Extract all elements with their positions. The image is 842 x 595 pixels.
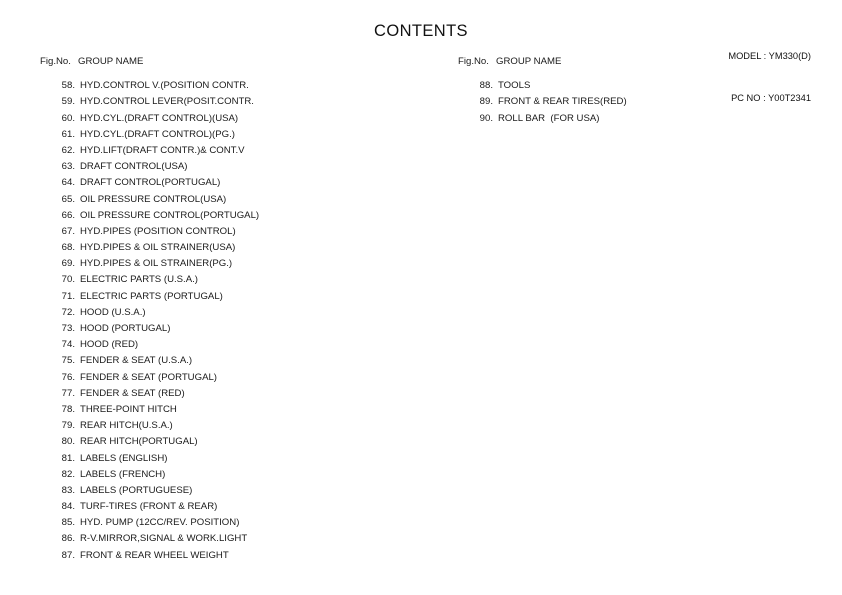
entry-fig-no: 79.	[61, 420, 75, 432]
contents-entry[interactable]	[40, 420, 173, 436]
contents-entry[interactable]	[40, 193, 227, 210]
entry-group-name: FENDER & SEAT (PORTUGAL)	[80, 371, 218, 383]
entry-group-name: FENDER & SEAT (U.S.A.)	[80, 355, 193, 367]
entry-fig-no: 67.	[61, 225, 75, 237]
entry-group-name: FRONT & REAR TIRES(RED)	[498, 96, 627, 108]
entry-fig-no: 89.	[479, 96, 493, 108]
contents-entry[interactable]	[40, 501, 218, 517]
entry-group-name: LABELS (FRENCH)	[80, 468, 166, 480]
column-header-fig-no: Fig.No.	[458, 56, 489, 67]
contents-entry[interactable]	[40, 339, 139, 355]
entry-group-name: OIL PRESSURE CONTROL(PORTUGAL)	[80, 209, 260, 221]
entry-group-name: HYD.CYL.(DRAFT CONTROL)(USA)	[80, 112, 239, 124]
contents-entry[interactable]	[40, 436, 198, 452]
entry-group-name: HYD.PIPES & OIL STRAINER(PG.)	[80, 258, 233, 270]
entry-group-name: LABELS (ENGLISH)	[80, 452, 168, 464]
entry-fig-no: 81.	[61, 452, 75, 464]
entry-group-name: FENDER & SEAT (RED)	[80, 387, 185, 399]
contents-entry[interactable]	[40, 452, 168, 469]
entry-fig-no: 74.	[61, 339, 75, 351]
entry-group-name: R-V.MIRROR,SIGNAL & WORK.LIGHT	[80, 533, 248, 545]
entry-group-name: HYD.LIFT(DRAFT CONTR.)& CONT.V	[80, 144, 245, 156]
entry-fig-no: 87.	[61, 549, 75, 561]
entry-group-name: OIL PRESSURE CONTROL(USA)	[80, 193, 227, 205]
contents-entry[interactable]	[40, 161, 188, 177]
contents-entry[interactable]	[40, 517, 240, 533]
model-label: MODEL : YM330(D)	[728, 51, 811, 61]
entry-fig-no: 77.	[61, 387, 75, 399]
entry-fig-no: 61.	[61, 128, 75, 140]
contents-column-right	[458, 56, 627, 129]
column-header-fig-no: Fig.No.	[40, 56, 71, 67]
entry-group-name: HYD. PUMP (12CC/REV. POSITION)	[80, 517, 240, 529]
contents-entry[interactable]	[40, 112, 239, 129]
entry-group-name: THREE-POINT HITCH	[80, 403, 177, 415]
contents-entry[interactable]	[40, 177, 221, 193]
entry-fig-no: 84.	[61, 501, 75, 513]
contents-entry[interactable]	[40, 549, 229, 566]
entry-fig-no: 73.	[61, 323, 75, 334]
contents-list-left	[40, 80, 260, 566]
contents-entry[interactable]	[40, 209, 260, 226]
entry-group-name: HYD.PIPES (POSITION CONTROL)	[80, 225, 236, 237]
contents-entry[interactable]	[40, 225, 236, 242]
entry-fig-no: 64.	[61, 177, 75, 189]
entry-fig-no: 65.	[61, 193, 75, 205]
column-header	[40, 56, 144, 72]
entry-group-name: HYD.CONTROL LEVER(POSIT.CONTR.	[80, 96, 254, 108]
entry-fig-no: 75.	[61, 355, 75, 367]
entry-fig-no: 66.	[61, 209, 75, 221]
entry-fig-no: 90.	[479, 112, 493, 124]
entry-group-name: DRAFT CONTROL(PORTUGAL)	[80, 177, 221, 189]
entry-fig-no: 86.	[61, 533, 75, 545]
contents-entry[interactable]	[458, 112, 600, 129]
entry-fig-no: 82.	[61, 468, 75, 480]
entry-group-name: ELECTRIC PARTS (PORTUGAL)	[80, 290, 223, 302]
entry-fig-no: 78.	[61, 403, 75, 415]
contents-entry[interactable]	[40, 290, 223, 307]
pc-no-label: PC NO : Y00T2341	[731, 93, 811, 103]
entry-group-name: HOOD (U.S.A.)	[80, 306, 146, 318]
contents-entry[interactable]	[40, 80, 249, 96]
entry-fig-no: 83.	[61, 484, 75, 496]
contents-entry[interactable]	[40, 242, 236, 258]
contents-entry[interactable]	[458, 80, 531, 96]
entry-fig-no: 76.	[61, 371, 75, 383]
page-title: CONTENTS	[374, 22, 468, 40]
entry-group-name: HOOD (PORTUGAL)	[80, 323, 171, 334]
entry-fig-no: 88.	[479, 80, 493, 92]
contents-entry[interactable]	[40, 533, 248, 549]
entry-group-name: ROLL BAR (FOR USA)	[498, 112, 600, 124]
entry-group-name: TOOLS	[498, 80, 531, 92]
contents-entry[interactable]	[40, 323, 171, 339]
entry-group-name: DRAFT CONTROL(USA)	[80, 161, 188, 173]
contents-entry[interactable]	[458, 96, 627, 112]
contents-entry[interactable]	[40, 484, 193, 501]
document-meta	[728, 21, 811, 133]
entry-group-name: HYD.PIPES & OIL STRAINER(USA)	[80, 242, 236, 254]
contents-entry[interactable]	[40, 274, 198, 290]
entry-group-name: TURF-TIRES (FRONT & REAR)	[80, 501, 218, 513]
entry-fig-no: 80.	[61, 436, 75, 448]
contents-entry[interactable]	[40, 468, 166, 485]
entry-fig-no: 71.	[61, 290, 75, 302]
entry-fig-no: 63.	[61, 161, 75, 173]
entry-fig-no: 68.	[61, 242, 75, 254]
column-header	[458, 56, 562, 72]
entry-group-name: REAR HITCH(PORTUGAL)	[80, 436, 198, 448]
column-header-group-name: GROUP NAME	[496, 56, 562, 67]
contents-entry[interactable]	[40, 387, 185, 404]
contents-entry[interactable]	[40, 128, 235, 145]
entry-group-name: HYD.CONTROL V.(POSITION CONTR.	[80, 80, 249, 92]
entry-group-name: REAR HITCH(U.S.A.)	[80, 420, 173, 432]
entry-fig-no: 58.	[61, 80, 75, 92]
contents-entry[interactable]	[40, 306, 146, 323]
entry-fig-no: 72.	[61, 306, 75, 318]
contents-entry[interactable]	[40, 144, 245, 161]
contents-entry[interactable]	[40, 403, 177, 420]
entry-group-name: LABELS (PORTUGUESE)	[80, 484, 193, 496]
entry-fig-no: 69.	[61, 258, 75, 270]
entry-fig-no: 60.	[61, 112, 75, 124]
entry-group-name: HOOD (RED)	[80, 339, 139, 351]
contents-entry[interactable]	[40, 96, 254, 112]
entry-fig-no: 70.	[61, 274, 75, 286]
contents-entry[interactable]	[40, 258, 233, 274]
contents-entry[interactable]	[40, 371, 218, 388]
entry-group-name: HYD.CYL.(DRAFT CONTROL)(PG.)	[80, 128, 235, 140]
entry-fig-no: 62.	[61, 144, 75, 156]
contents-list-right	[458, 80, 627, 129]
entry-group-name: FRONT & REAR WHEEL WEIGHT	[80, 549, 229, 561]
contents-column-left	[40, 56, 260, 566]
contents-entry[interactable]	[40, 355, 193, 371]
entry-group-name: ELECTRIC PARTS (U.S.A.)	[80, 274, 198, 286]
column-header-group-name: GROUP NAME	[78, 56, 144, 67]
entry-fig-no: 85.	[61, 517, 75, 529]
entry-fig-no: 59.	[61, 96, 75, 108]
